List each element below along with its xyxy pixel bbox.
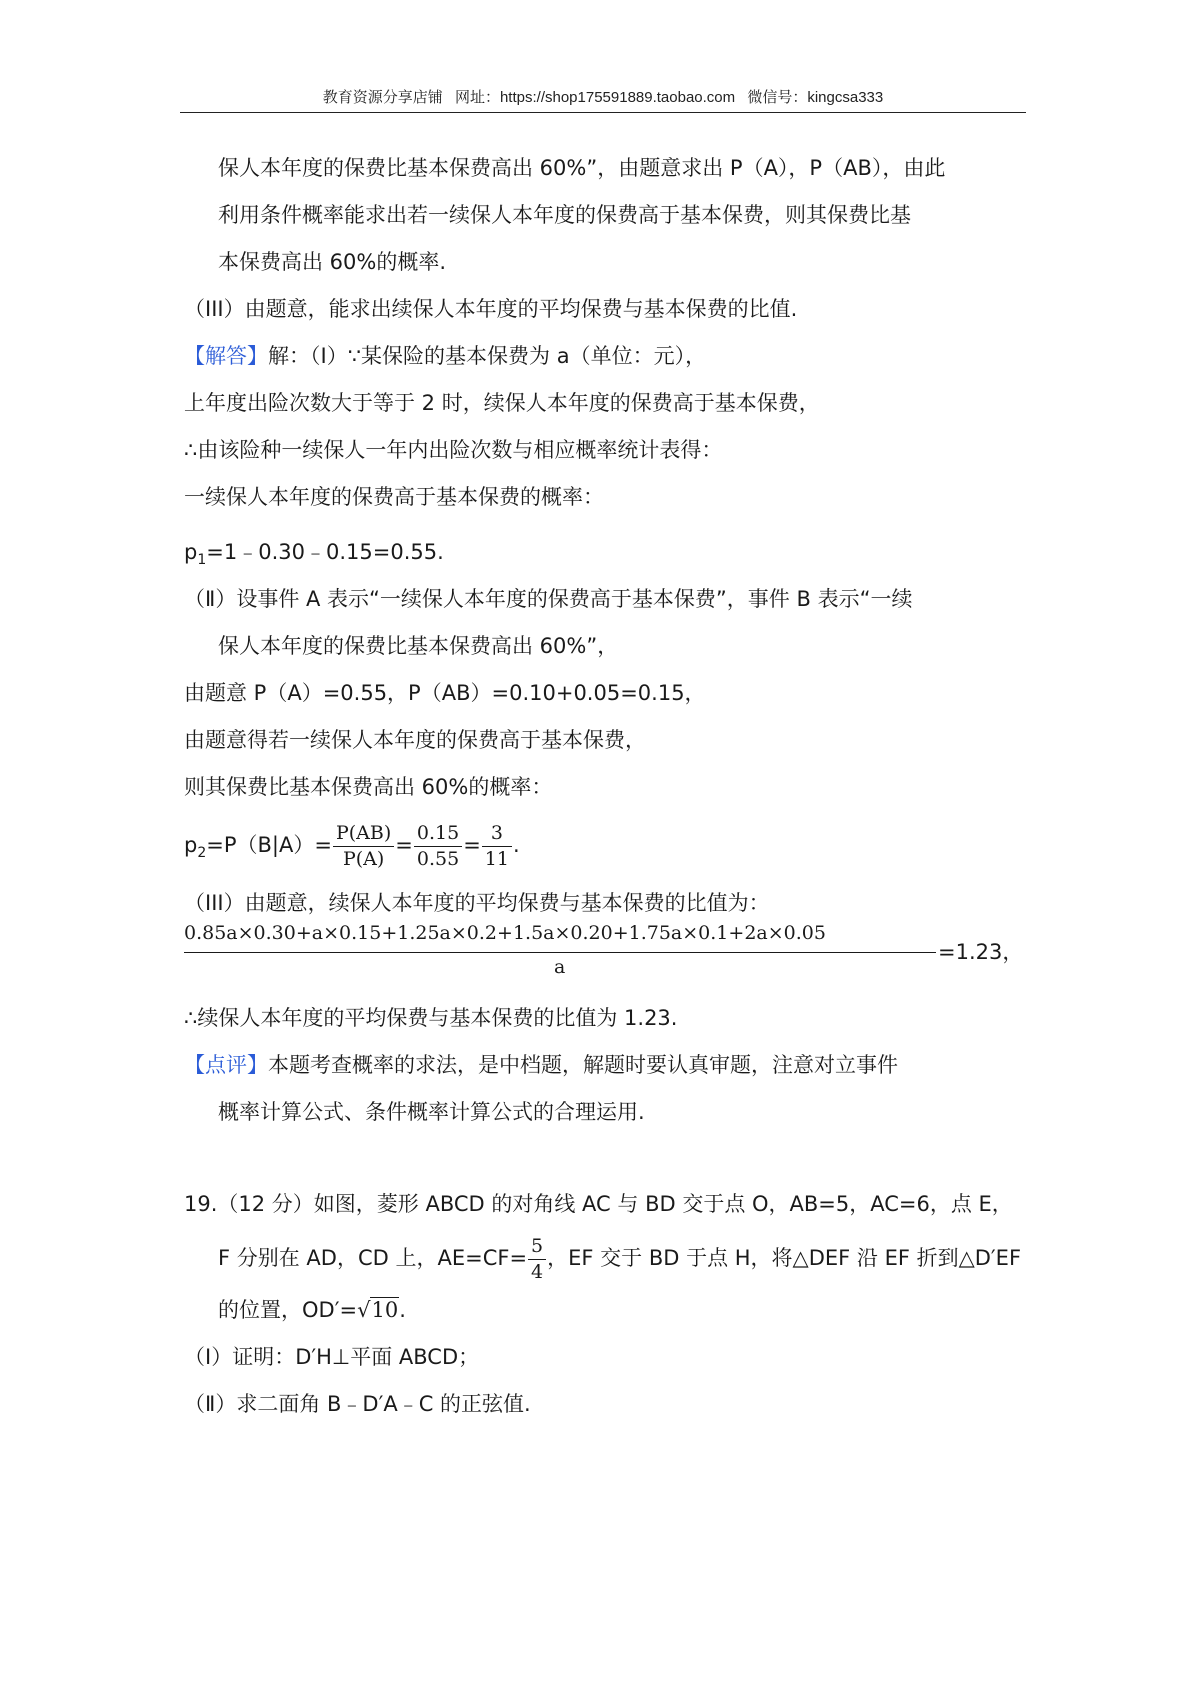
text-line: 一续保人本年度的保费高于基本保费的概率： — [184, 485, 604, 509]
text-line: ∴续保人本年度的平均保费与基本保费的比值为 1.23. — [184, 1006, 678, 1030]
text-line: 则其保费比基本保费高出 60%的概率： — [184, 775, 553, 799]
header-url[interactable]: 网址：https://shop175591889.taobao.com — [454, 89, 736, 106]
header-divider — [180, 112, 1026, 113]
problem-19-line: 的位置，OD′=√10. — [218, 1298, 406, 1322]
ratio-denominator: a — [554, 956, 566, 978]
solution-tag: 【解答】 — [184, 344, 268, 368]
comment-tag: 【点评】 — [184, 1053, 268, 1077]
formula-p2: $p_2=P(B|A)=$ $\frac{P(AB)}{P(A)}$ = $\frac{0.15}{0.55}$ = $\frac{3}{11}$ . — [184, 821, 520, 870]
header-wechat: 微信号：kingcsa333 — [747, 89, 884, 106]
text-line: 由题意 P（A）=0.55，P（AB）=0.10+0.05=0.15， — [184, 681, 706, 705]
ratio-numerator: 0.85a×0.30+a×0.15+1.25a×0.2+1.5a×0.20+1.75a×0.1+2a×0.05 — [184, 922, 826, 944]
text-line: ∴由该险种一续保人一年内出险次数与相应概率统计表得： — [184, 438, 723, 462]
text-line: （III）由题意，续保人本年度的平均保费与基本保费的比值为： — [184, 891, 770, 915]
p1-expression: =1﹣0.30﹣0.15=0.55. — [206, 540, 444, 564]
solution-line — [184, 340, 706, 372]
text-line: 保人本年度的保费比基本保费高出 60%”，由题意求出 P（A），P（AB），由此 — [218, 156, 946, 180]
question-1: （Ⅰ）证明：D′H⊥平面 ABCD； — [184, 1345, 480, 1369]
p-symbol: p — [184, 540, 198, 564]
problem-19-line: 19.（12 分）如图，菱形 ABCD 的对角线 AC 与 BD 交于点 O，AB=5，AC=6，点 E， — [184, 1192, 1013, 1216]
text-line: 由题意得若一续保人本年度的保费高于基本保费， — [184, 728, 646, 752]
header-shop: 教育资源分享店铺 — [322, 89, 443, 106]
fraction: $\frac{0.15}{0.55}$ — [414, 821, 462, 872]
text-line: 本保费高出 60%的概率. — [218, 250, 447, 274]
fraction: $\frac{5}{4}$ — [528, 1234, 546, 1285]
p-symbol: p — [184, 833, 198, 857]
text-line: 概率计算公式、条件概率计算公式的合理运用. — [218, 1100, 645, 1124]
text-line: （Ⅱ）设事件 A 表示“一续保人本年度的保费高于基本保费”，事件 B 表示“一续 — [184, 587, 913, 611]
fraction-bar — [184, 952, 936, 953]
question-2: （Ⅱ）求二面角 B﹣D′A﹣C 的正弦值. — [184, 1392, 531, 1416]
p-subscript: 2 — [197, 845, 207, 861]
text-line: 上年度出险次数大于等于 2 时，续保人本年度的保费高于基本保费， — [184, 391, 820, 415]
p2-expression: =P（B|A）= — [206, 833, 332, 857]
p-subscript: 1 — [197, 552, 207, 568]
text-line: 保人本年度的保费比基本保费高出 60%”， — [218, 634, 619, 658]
ratio-result: =1.23， — [938, 940, 1024, 964]
text-line: （III）由题意，能求出续保人本年度的平均保费与基本保费的比值. — [184, 297, 798, 321]
sqrt-expression: √10 — [357, 1298, 399, 1322]
comment-line — [184, 1049, 898, 1081]
fraction: $\frac{P(AB)}{P(A)}$ — [333, 821, 394, 872]
comment-text: 本题考查概率的求法，是中档题，解题时要认真审题，注意对立事件 — [268, 1053, 898, 1077]
page-header — [180, 86, 1026, 112]
solution-text: 解：（Ⅰ）∵某保险的基本保费为 a（单位：元）， — [268, 344, 707, 368]
fraction: $\frac{3}{11}$ — [482, 821, 512, 872]
formula-p1 — [184, 536, 444, 576]
text-line: 利用条件概率能求出若一续保人本年度的保费高于基本保费，则其保费比基 — [218, 203, 911, 227]
problem-19-line: F 分别在 AD，CD 上，AE=CF= $\frac{5}{4}$ ，EF 交于 BD 于点 H，将△DEF 沿 EF 折到△D′EF — [218, 1234, 1022, 1283]
